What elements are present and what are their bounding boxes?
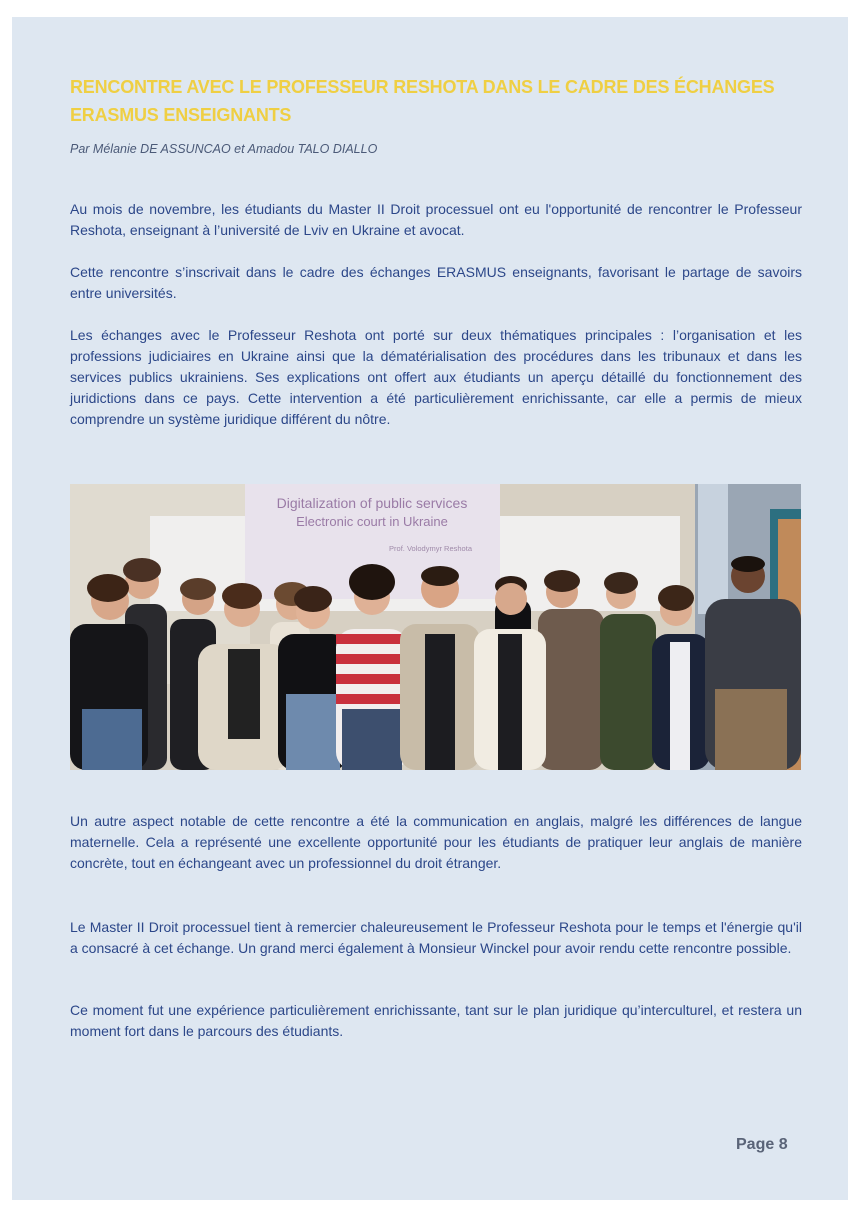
slide-title-line1: Digitalization of public services [276, 495, 468, 511]
group-photo-illustration [70, 484, 801, 770]
page [12, 17, 848, 1200]
paragraph-themes: Les échanges avec le Professeur Reshota ont porté sur deux thématiques principales : l’organisation et les professions judiciaires en Ukraine ainsi que la dématérialisation des procédures dans les tribunaux et dans les services publics ukrainiens. Ses explications ont offert aux étudiants un aperçu détaillé du fonctionnement des juridictions dans ce pays. Cette intervention a été particulièrement enrichissante, car elle a permis de mieux comprendre un système juridique différent du nôtre. [70, 327, 802, 427]
slide-author: Prof. Volodymyr Reshota [389, 544, 472, 553]
page-number: Page 8 [736, 1136, 788, 1153]
paragraph-conclusion: Ce moment fut une expérience particulièrement enrichissante, tant sur le plan juridique qu’interculturel, et restera un moment fort dans le parcours des étudiants. [70, 1002, 802, 1039]
article-title: RENCONTRE AVEC LE PROFESSEUR RESHOTA DANS LE CADRE DES ÉCHANGES ERASMUS ENSEIGNANTS [70, 77, 775, 125]
paragraph-intro: Au mois de novembre, les étudiants du Master II Droit processuel ont eu l'opportunité de rencontrer le Professeur Reshota, enseignant à l’université de Lviv en Ukraine et avocat. [70, 201, 802, 238]
article-byline: Par Mélanie DE ASSUNCAO et Amadou TALO DIALLO [70, 142, 378, 156]
group-photo [70, 484, 801, 770]
slide-title-line2: Electronic court in Ukraine [296, 514, 448, 529]
paragraph-english: Un autre aspect notable de cette rencontre a été la communication en anglais, malgré les différences de langue maternelle. Cela a représenté une excellente opportunité pour les étudiants de pratiquer leur anglais de manière concrète, tout en échangeant avec un professionnel du droit étranger. [70, 813, 802, 871]
paragraph-erasmus: Cette rencontre s’inscrivait dans le cadre des échanges ERASMUS enseignants, favorisant le partage de savoirs entre universités. [70, 264, 802, 301]
paragraph-thanks: Le Master II Droit processuel tient à remercier chaleureusement le Professeur Reshota pour le temps et l'énergie qu'il a consacré à cet échange. Un grand merci également à Monsieur Winckel pour avoir rendu cette rencontre possible. [70, 919, 802, 956]
